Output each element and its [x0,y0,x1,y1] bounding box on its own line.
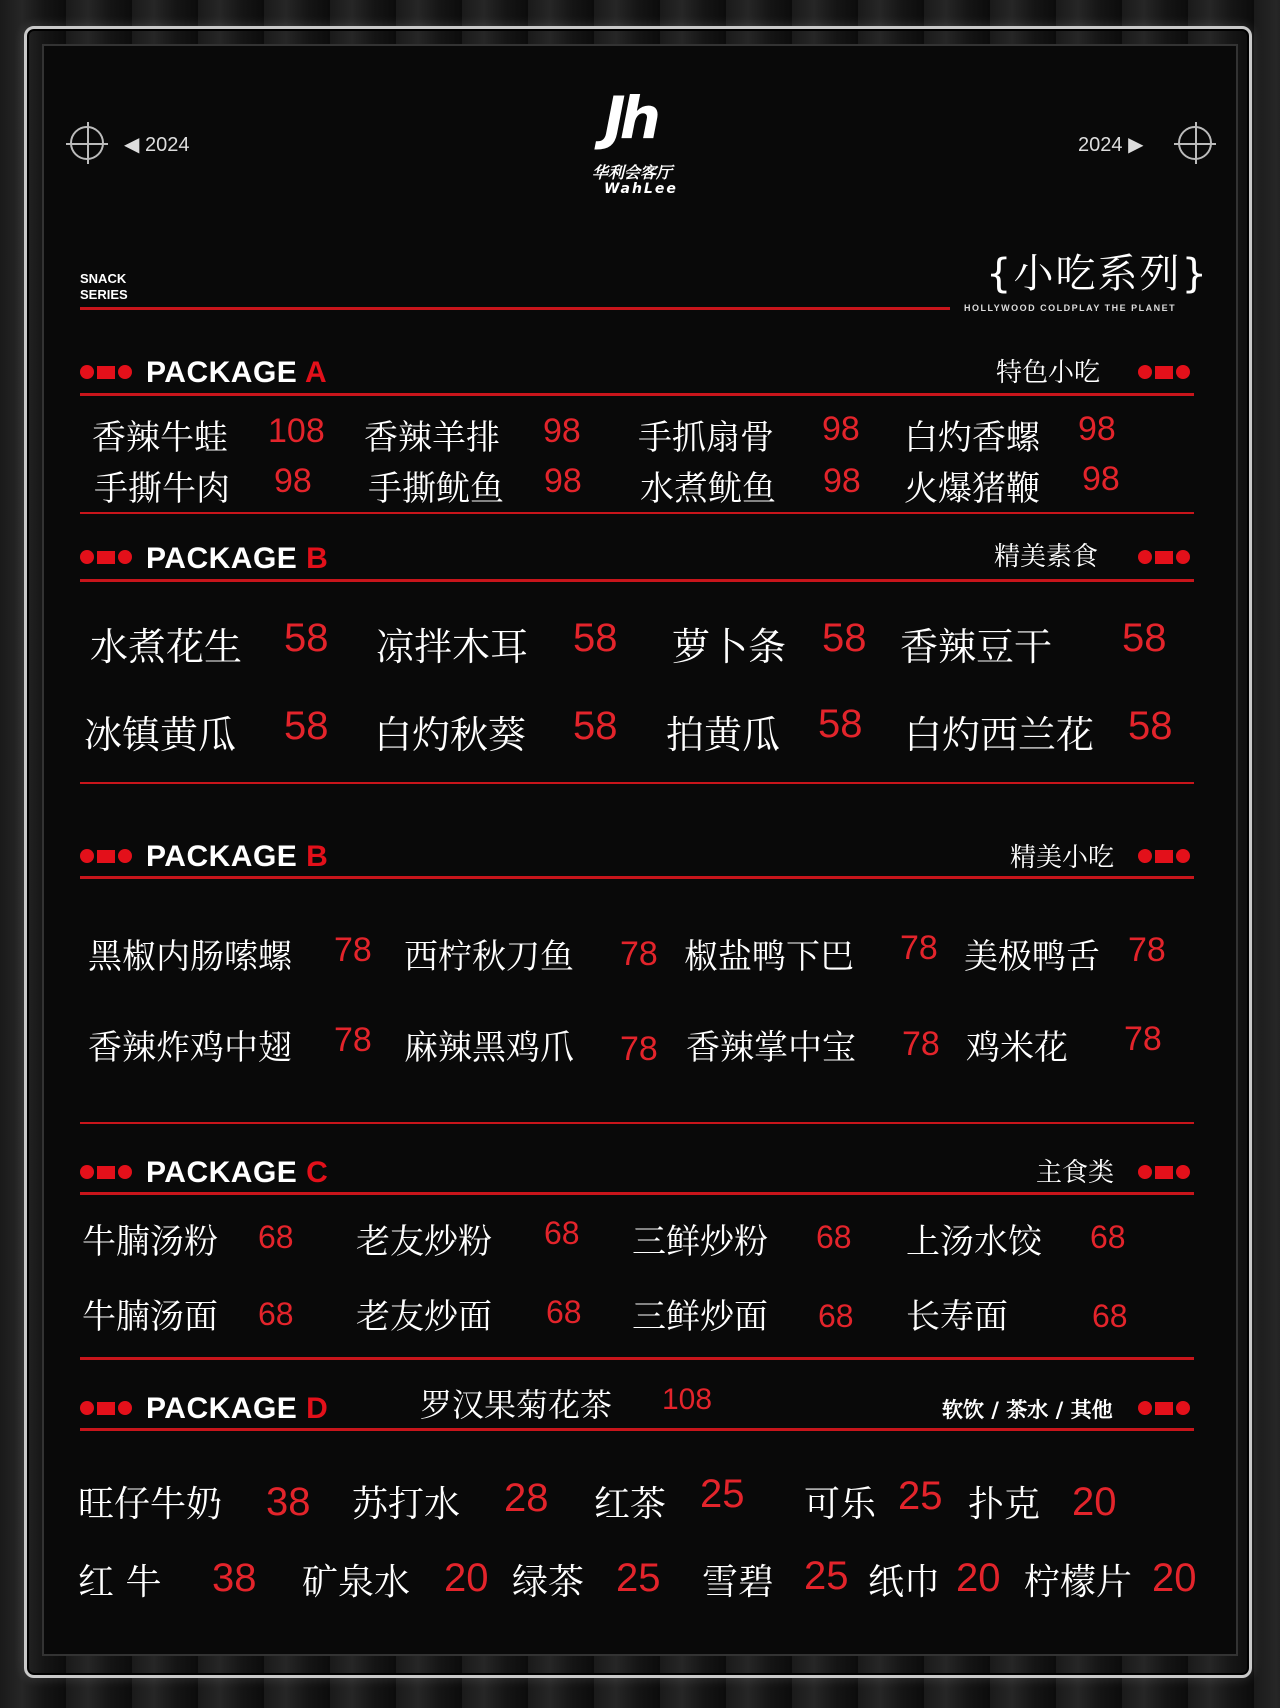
menu-item-name: 麻辣黑鸡爪 [404,1028,574,1068]
menu-item-price: 25 [804,1554,849,1598]
section-marker-icon [80,365,132,379]
menu-item-name: 西柠秋刀鱼 [404,937,574,977]
menu-item-price: 58 [284,616,329,660]
menu-item-name: 黑椒内肠嗦螺 [88,937,292,977]
menu-item-price: 98 [1078,410,1116,448]
series-title: {小吃系列} [986,251,1209,297]
menu-item-name: 冰镇黄瓜 [84,713,237,757]
crosshair-icon [70,126,104,160]
category-label: 精美小吃 [1010,843,1115,873]
menu-item-price: 108 [268,412,325,450]
menu-item-name: 白灼香螺 [904,418,1040,458]
section-divider [80,782,1194,784]
package-label: PACKAGE [146,1392,298,1425]
menu-item-price: 98 [274,462,312,500]
brand-logo: Jh [604,84,655,152]
package-d-heading [146,1392,328,1426]
menu-item-price: 78 [334,1021,372,1059]
menu-item-price: 68 [546,1294,582,1330]
featured-item-name: 罗汉果菊花茶 [420,1386,613,1424]
menu-item-price: 28 [504,1476,549,1520]
menu-item-name: 雪碧 [702,1562,775,1603]
menu-item-name: 三鲜炒粉 [632,1222,768,1262]
section-divider [80,512,1194,514]
section-divider [80,876,1194,879]
package-a-heading [146,356,327,390]
menu-item-price: 98 [544,462,582,500]
menu-item-price: 58 [818,702,863,746]
menu-item-price: 38 [212,1556,257,1600]
menu-item-price: 78 [1128,931,1166,969]
section-marker-icon [1138,849,1190,863]
series-label-line2: SERIES [80,287,128,302]
menu-item-name: 香辣豆干 [900,625,1053,669]
menu-item-name: 红茶 [594,1484,667,1525]
brand-name-en: WahLee [604,181,678,197]
menu-item-name: 老友炒面 [356,1297,492,1337]
menu-item-name: 水煮花生 [90,625,243,669]
triangle-right-icon: ▶ [1128,134,1144,156]
menu-item-name: 凉拌木耳 [376,625,529,669]
package-letter: C [306,1156,329,1189]
menu-item-price: 78 [900,929,938,967]
menu-item-name: 三鲜炒面 [632,1297,768,1337]
menu-item-name: 矿泉水 [302,1562,411,1603]
menu-item-name: 白灼秋葵 [374,713,527,757]
section-divider [80,579,1194,582]
menu-item-price: 20 [1152,1556,1197,1600]
package-b-heading [146,840,328,874]
package-label: PACKAGE [146,356,298,389]
menu-item-name: 水煮鱿鱼 [640,469,776,509]
featured-item-price: 108 [662,1383,713,1416]
menu-item-name: 牛腩汤粉 [82,1222,218,1262]
section-divider [80,1357,1194,1360]
package-label: PACKAGE [146,840,298,873]
menu-item-price: 78 [1124,1020,1162,1058]
menu-item-price: 58 [284,704,329,748]
menu-item-name: 旺仔牛奶 [78,1484,223,1525]
package-letter: D [306,1392,329,1425]
menu-item-name: 手抓扇骨 [638,418,774,458]
menu-item-price: 25 [898,1474,943,1518]
title-divider [80,307,950,310]
brand-name-cn: 华利会客厅 [592,163,673,182]
year-left-label: 2024 [144,134,190,156]
section-marker-icon [80,1165,132,1179]
menu-item-name: 香辣掌中宝 [686,1028,856,1068]
menu-item-name: 牛腩汤面 [82,1297,218,1337]
menu-item-price: 58 [573,616,618,660]
section-divider [80,1192,1194,1195]
section-marker-icon [1138,1401,1190,1415]
menu-item-name: 火爆猪鞭 [904,469,1040,509]
section-marker-icon [80,849,132,863]
menu-item-price: 78 [902,1025,940,1063]
menu-item-price: 68 [258,1296,294,1332]
menu-item-name: 苏打水 [352,1484,461,1525]
menu-item-name: 萝卜条 [672,625,787,669]
menu-item-name: 手撕牛肉 [94,469,230,509]
section-marker-icon [1138,1165,1190,1179]
menu-item-price: 20 [1072,1480,1117,1524]
menu-item-name: 鸡米花 [966,1028,1068,1068]
menu-item-name: 拍黄瓜 [666,713,781,757]
tagline: HOLLYWOOD COLDPLAY THE PLANET [964,303,1177,313]
menu-item-name: 美极鸭舌 [964,937,1100,977]
menu-item-price: 68 [1092,1298,1128,1334]
menu-item-name: 白灼西兰花 [904,713,1095,757]
category-label: 软饮 / 茶水 / 其他 [942,1398,1113,1422]
menu-item-name: 香辣炸鸡中翅 [88,1028,292,1068]
package-letter: B [306,542,329,575]
series-label-line1: SNACK [80,271,127,286]
year-left [124,132,189,157]
package-b-heading [146,542,328,576]
menu-item-price: 78 [620,1030,658,1068]
menu-item-price: 25 [616,1556,661,1600]
menu-item-name: 纸巾 [868,1562,941,1603]
triangle-left-icon: ◀ [124,134,140,156]
menu-item-price: 68 [818,1298,854,1334]
menu-item-price: 58 [1128,704,1173,748]
section-marker-icon [80,550,132,564]
menu-item-price: 68 [816,1219,852,1255]
section-marker-icon [1138,550,1190,564]
menu-item-price: 68 [1090,1219,1126,1255]
package-label: PACKAGE [146,1156,298,1189]
package-label: PACKAGE [146,542,298,575]
menu-item-price: 78 [620,935,658,973]
package-c-heading [146,1156,328,1190]
menu-item-price: 20 [956,1556,1001,1600]
section-marker-icon [1138,365,1190,379]
menu-item-price: 98 [822,410,860,448]
menu-item-price: 98 [823,462,861,500]
year-right [1078,132,1143,157]
menu-item-price: 58 [822,616,867,660]
section-divider [80,1122,1194,1124]
menu-item-name: 上汤水饺 [906,1222,1042,1262]
category-label: 精美素食 [994,542,1099,572]
menu-item-name: 扑克 [968,1484,1041,1525]
section-marker-icon [80,1401,132,1415]
menu-item-name: 香辣羊排 [364,418,500,458]
menu-item-price: 58 [573,704,618,748]
menu-item-name: 绿茶 [512,1562,585,1603]
series-label-en [80,271,128,303]
menu-item-price: 25 [700,1472,745,1516]
package-letter: B [306,840,329,873]
menu-item-name: 香辣牛蛙 [92,418,228,458]
menu-item-name: 手撕鱿鱼 [368,469,504,509]
menu-item-price: 98 [1082,460,1120,498]
menu-item-name: 可乐 [804,1484,877,1525]
menu-item-price: 20 [444,1556,489,1600]
menu-item-price: 38 [266,1480,311,1524]
section-divider [80,1428,1194,1431]
section-divider [80,393,1194,396]
menu-item-price: 98 [543,412,581,450]
menu-item-name: 柠檬片 [1024,1562,1133,1603]
menu-item-name: 长寿面 [906,1297,1008,1337]
menu-item-price: 68 [544,1215,580,1251]
year-right-label: 2024 [1078,134,1123,156]
menu-item-price: 78 [334,931,372,969]
category-label: 特色小吃 [996,358,1101,388]
package-letter: A [305,356,328,389]
menu-item-price: 68 [258,1219,294,1255]
menu-item-name: 椒盐鸭下巴 [684,937,854,977]
crosshair-icon [1178,126,1212,160]
category-label: 主食类 [1036,1158,1115,1188]
menu-item-name: 红 牛 [78,1562,162,1603]
menu-item-price: 58 [1122,616,1167,660]
menu-item-name: 老友炒粉 [356,1222,492,1262]
